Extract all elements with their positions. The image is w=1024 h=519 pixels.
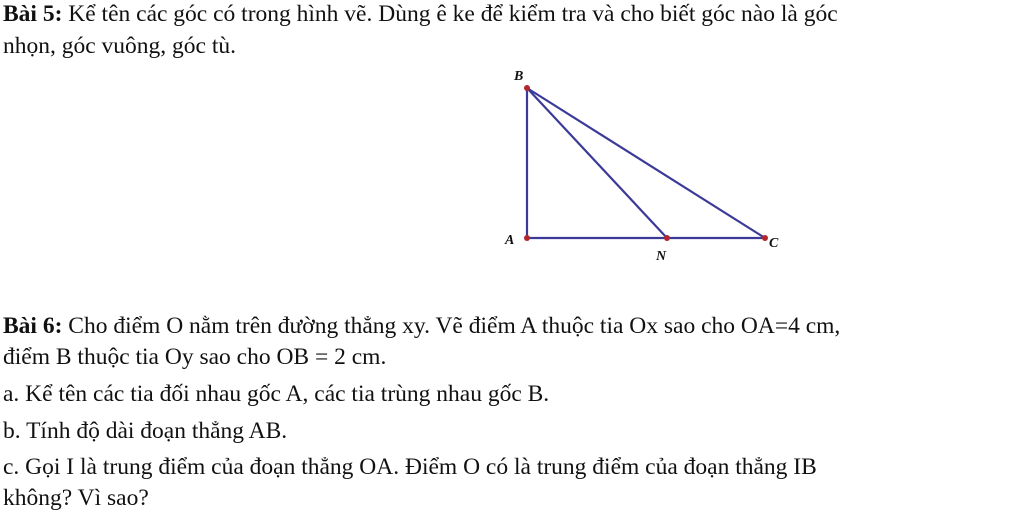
exercise-5-label: Bài 5:	[3, 1, 63, 27]
exercise-5-text: Kể tên các góc có trong hình vẽ. Dùng ê ke để kiểm tra và cho biết góc nào là góc	[62, 1, 838, 27]
segments	[527, 88, 765, 238]
point-N	[664, 235, 670, 241]
exercise-6-part-c-line-1: c. Gọi I là trung điểm của đoạn thẳng OA. Điểm O có là trung điểm của đoạn thẳng IB	[3, 454, 817, 480]
exercise-5-line-2: nhọn, góc vuông, góc tù.	[3, 33, 237, 59]
point-B	[524, 85, 530, 91]
triangle-figure	[490, 60, 800, 270]
label-A: A	[505, 233, 515, 248]
exercise-5-line-1	[3, 0, 838, 28]
point-A	[524, 235, 530, 241]
label-B: B	[514, 69, 524, 84]
exercise-6-line-1	[3, 312, 840, 340]
exercise-6-label: Bài 6:	[3, 313, 63, 339]
exercise-6-text: Cho điểm O nằm trên đường thẳng xy. Vẽ điểm A thuộc tia Ox sao cho OA=4 cm,	[62, 313, 841, 339]
label-N: N	[656, 249, 667, 264]
exercise-6-part-a: a. Kể tên các tia đối nhau gốc A, các tia trùng nhau gốc B.	[3, 381, 550, 407]
exercise-6-line-2: điểm B thuộc tia Oy sao cho OB = 2 cm.	[3, 344, 387, 370]
exercise-6-part-b: b. Tính độ dài đoạn thẳng AB.	[3, 418, 288, 444]
label-C: C	[769, 236, 779, 251]
exercise-6-part-c-line-2: không? Vì sao?	[3, 485, 149, 511]
point-C	[762, 235, 768, 241]
